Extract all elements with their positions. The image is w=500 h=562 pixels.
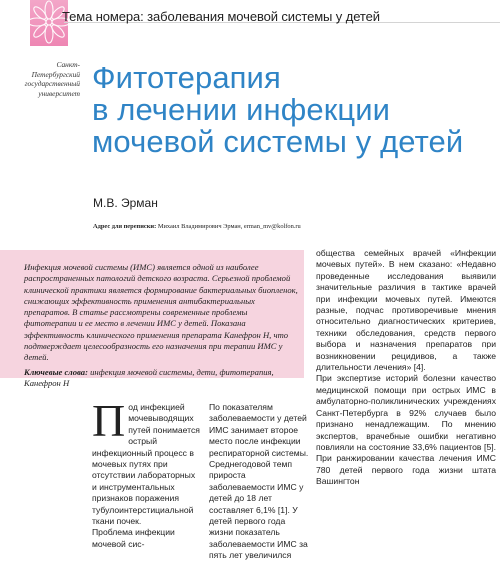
section-header: Тема номера: заболевания мочевой системы у детей [62, 9, 380, 24]
keywords-label: Ключевые слова: [24, 366, 88, 377]
body-column-2 [209, 402, 309, 562]
paragraph: По показателям заболеваемости у детей ИМС занимает второе место после инфекции респираторной системы. Среднегодовой темп прироста заболеваемости ИМС у детей до 18 лет составляет 6,1% [1]. У детей первого года жизни показатель заболеваемости ИМС за пять лет увеличился [209, 402, 309, 561]
drop-cap: П [92, 395, 126, 446]
affiliation-line: Петербургский [31, 69, 80, 79]
abstract-body: Инфекция мочевой системы (ИМС) является одной из наиболее распространенных патологий детского возраста. Серьезной проблемой клинической практики является формирование бактериальных биопленок, снижающих эффективность применения антибактериальных препаратов. В статье рассмотрены современные проблемы фитотерапии и ее место в лечении ИМС у детей. Показана эффективность клинического применения препарата Канефрон Н, что подтверждает целесообразность его назначения при терапии ИМС у детей. [24, 262, 298, 363]
body-column-1 [92, 395, 202, 550]
keywords-text: инфекция мочевой системы, дети, фитотерапия, Канефрон Н [24, 366, 274, 388]
paragraph: общества семейных врачей «Инфекции мочевых путей». В нем сказано: «Недавно проведенные исследования выявили значительные различия в тактике врачей при инфекции мочевых путей. Имеются разные, подчас противоречивые мнения относительно диагностических критериев, техники обследования, средств первого выбора и назначения препаратов при возникновении рецидивов, а также длительности лечения» [4]. [316, 248, 496, 373]
author: М.В. Эрман [93, 196, 158, 210]
right-column [316, 248, 496, 488]
title-line: Фитотерапия [92, 60, 281, 95]
keywords [24, 367, 300, 390]
abstract [24, 262, 300, 389]
affiliation [8, 60, 80, 98]
affiliation-line: государственный [24, 79, 80, 89]
paragraph: од инфекцией мочевыводящих путей понимается острый инфекционный процесс в мочевых путях при отсутствии лабораторных и инструментальных признаков поражения тубулоинтерстициальной ткани почек. [92, 402, 200, 527]
affiliation-line: университет [38, 88, 80, 98]
paragraph: При экспертизе историй болезни качество медицинской помощи при острых ИМС в амбулаторно-поликлинических учреждениях Санкт-Петербурга в 92% случаев было признано ненадлежащим. По мнению экспертов, врачебные ошибки негативно повлияли на состояние 33,6% пациентов [5]. При ранжировании качества лечения ИМС 780 детей первого года жизни штата Вашингтон [316, 373, 496, 487]
contact-address [93, 223, 301, 230]
contact-value: Михаил Владимирович Эрман, erman_mv@kolfon.ru [156, 223, 301, 230]
paragraph: Проблема инфекции мочевой сис- [92, 527, 175, 549]
title-line: в лечении инфекции [92, 92, 391, 127]
affiliation-line: Санкт- [56, 60, 80, 69]
title-line: мочевой системы у детей [92, 124, 464, 159]
contact-label: Адрес для переписки: [93, 223, 157, 230]
article-title [92, 62, 492, 158]
